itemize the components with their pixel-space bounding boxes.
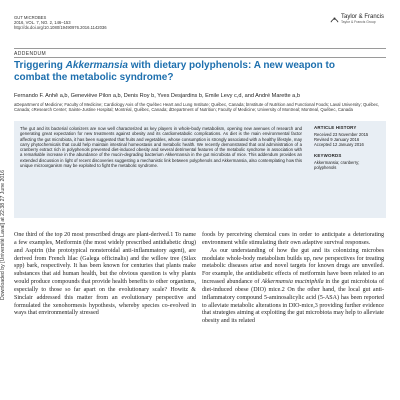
received-date: Received 23 November 2015	[314, 132, 369, 137]
keywords-line1: Akkermansia; cranberry;	[314, 159, 360, 165]
abstract-part1: The gut and its bacterial colonizers are now well characterized as key players in whole-body metabolism, opening new avenues of research and generating great expectation for new treatments against obesity and its cardiometabolic complications. As diet is the main environmental factor affecting the gut microbiota, it has been suggested that fruits and vegetables, whose consumption is strongly associated with a healthy lifestyle, may carry phytochemicals that could help maintain intestinal homeostasis and metabolic health. We recently demonstrated that oral administration of a cranberry extract rich in polyphenols prevented diet-induced obesity and several detrimental features of the metabolic syndrome in association with a remarkable increase in the abundance of the mucin-degrading bacterium	[20, 126, 302, 158]
accepted-date: Accepted 12 January 2016	[314, 142, 364, 148]
article-history-heading: ARTICLE HISTORY	[314, 125, 357, 130]
body-paragraph: One third of the top 20 most prescribed drugs are plant-derived.1 To name a few examples, Metformin (the most widely prescribed antidiabetic drug) and Aspirin (the prototypical nonsteroidal anti-inflammatory agent), are derived from French lilac (Galega officinalis) and the willow tree (Silax spp) bark, respectively. It has been known for centuries that plants make substances that aid human health, but the obvious question is why plants would produce compounds that provide health benefits to other organisms, especially to those so far apart on the evolutionary scale? Howitz & Sinclair addressed this matter from an evolutionary perspective and formulated the xenohormesis hypothesis, whereby species co-evolved in ways that environmentally stressed	[14, 232, 196, 317]
abstract-part2: in the gut microbiota of mice. This addendum provides an extended discussion in light of recent discoveries suggesting a mechanistic link between polyphenols and Akkermansia, also contemplating how this unique microorganism may be exploited to fight the metabolic syndrome.	[20, 152, 302, 168]
section-label: ADDENDUM	[14, 51, 47, 57]
para-italic: Akkermansia muciniphila	[261, 279, 324, 286]
journal-citation: 2016, VOL. 7, NO. 2, 146–153	[14, 20, 71, 25]
keywords-heading: KEYWORDS	[314, 152, 342, 158]
taylor-francis-icon	[330, 15, 339, 24]
download-note: Downloaded by [Université Laval] at 22:38 27 June 2016	[0, 169, 6, 301]
doi-link[interactable]: http://dx.doi.org/10.1080/19490976.2016.1142036	[14, 25, 107, 30]
title-italic: Akkermansia	[65, 60, 128, 71]
section-rule	[14, 57, 386, 58]
body-column-right	[202, 232, 384, 326]
keywords-line2: polyphenols	[314, 164, 337, 170]
author-list: Fernando F. Anhê a,b, Geneviève Pilon a,b, Denis Roy b, Yves Desjardins b, Emile Levy c,d, and André Marette a,b	[14, 93, 300, 99]
publisher-subname: Taylor & Francis Group	[340, 20, 376, 24]
article-info	[314, 125, 384, 170]
title-prefix: Triggering	[14, 60, 66, 71]
body-paragraph: foods by perceiving chemical cues in order to anticipate a deteriorating environment while stimulating their own adaptive survival responses.	[202, 232, 384, 246]
download-sidebar	[0, 140, 8, 330]
journal-header	[14, 15, 107, 30]
body-paragraph	[202, 248, 384, 326]
article-title	[14, 60, 354, 84]
revised-date: Revised 9 January 2016	[314, 137, 360, 143]
abstract-text	[20, 126, 302, 168]
para-part-a: As our understanding of how the gut and its colonizing microbes modulate whole-body metabolism builds up, new perspectives for treating metabolic diseases arise and novel targets for known drugs are unveiled. For example, the antidiabetic effects of metformin have been related to an increased abundance of	[202, 247, 384, 286]
journal-name: GUT MICROBES	[14, 15, 47, 20]
abstract-italic: Akkermansia	[164, 152, 190, 158]
para-part-b: in the gut microbiota of diet-induced obese (DIO) mice.2 On the other hand, the local gut anti-inflammatory compound 5-aminosalicylic acid (5-ASA) has been reported to alleviate metabolic alterations in DIO-mice,3 providing further evidence that strategies aiming at exploiting the gut microbiota may help to alleviate obesity and its related	[202, 279, 384, 325]
publisher-logo	[330, 14, 384, 24]
affiliations: aDepartment of Medicine; Faculty of Medicine; Cardiology Axis of the Québec Heart and Lung Institute; Québec, Canada; bInstitute of Nutrition and Functional Foods; Laval University; Québec, Canada; cResearch Center; Sainte-Justine Hospital; Montréal, Québec, Canada; dDepartment of Nutrition; Faculty of Medicine; University of Montreal; Montreal, Québec, Canada	[14, 102, 380, 113]
body-column-left	[14, 232, 196, 318]
publisher-name: Taylor & Francis	[340, 14, 384, 20]
title-suffix: with dietary polyphenols: A new weapon to combat the metabolic syndrome?	[14, 60, 335, 83]
header-rule	[14, 48, 386, 49]
